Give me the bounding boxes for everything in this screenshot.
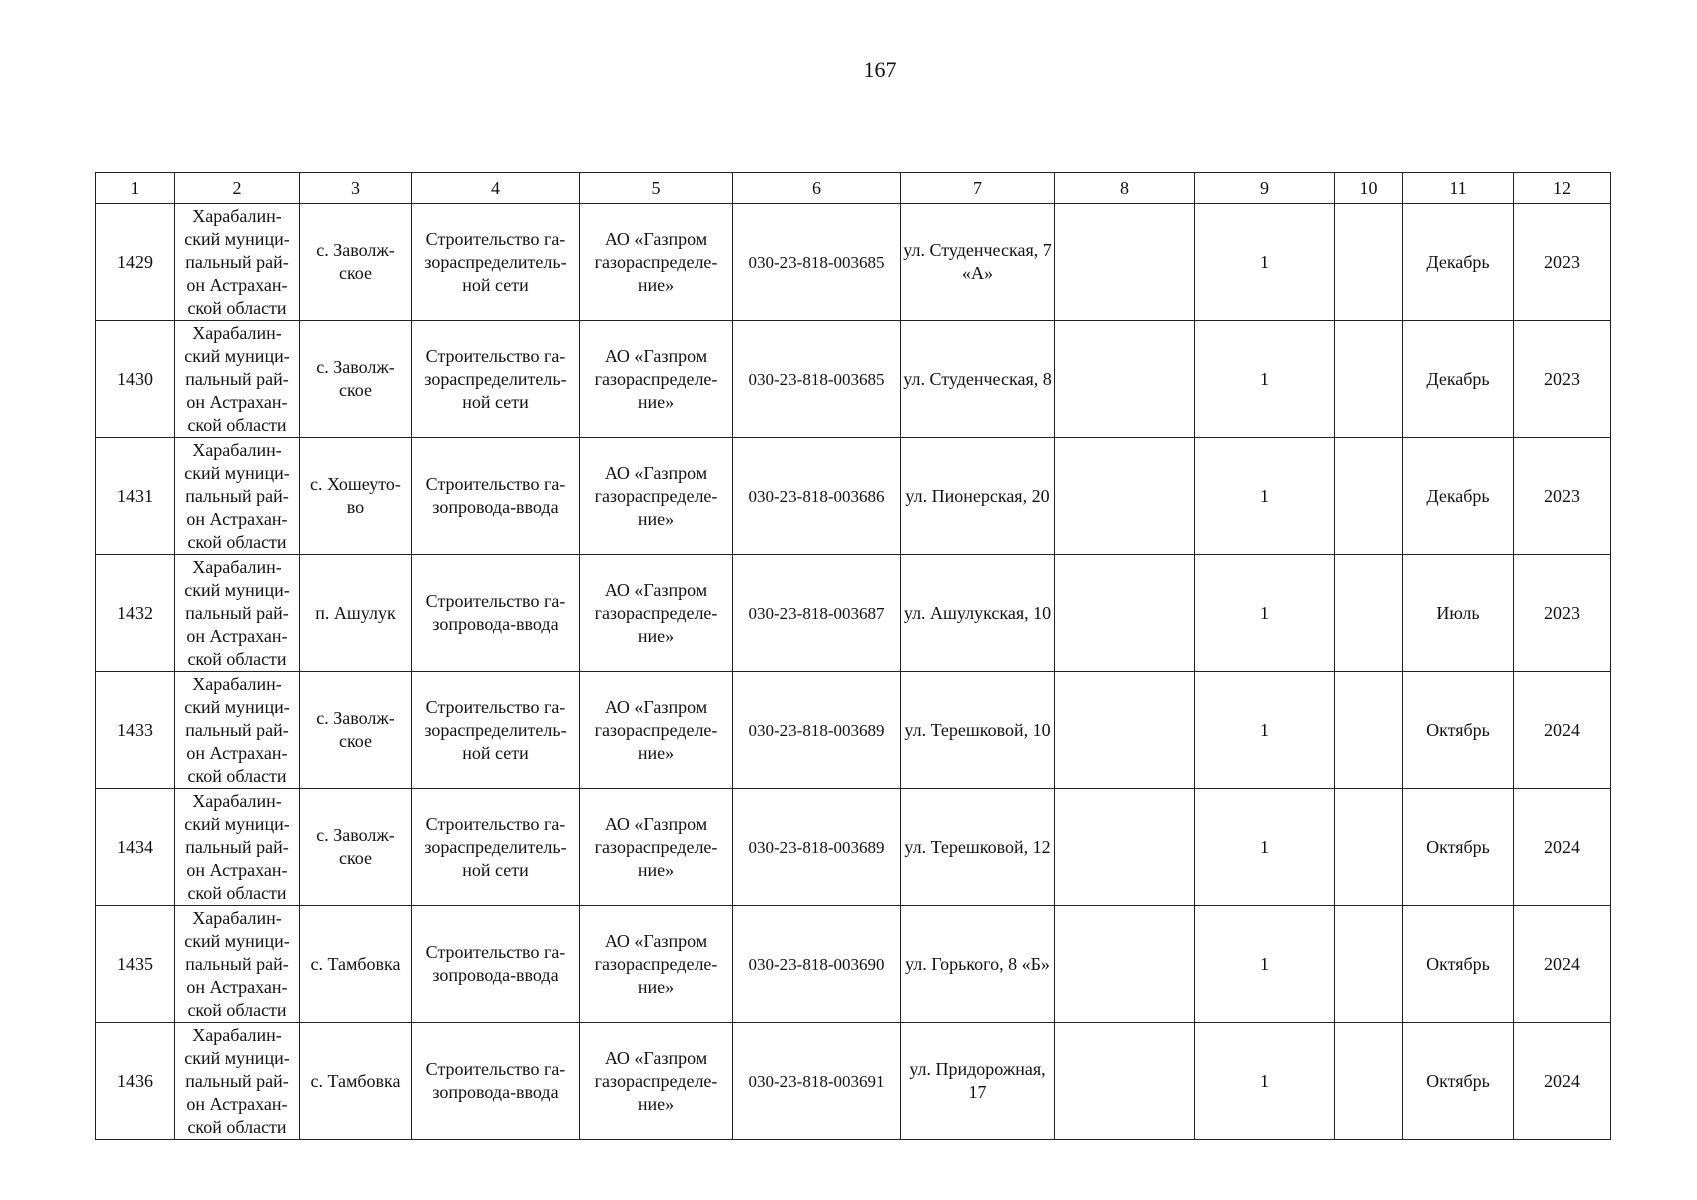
address-cell: ул. Горького, 8 «Б» [901,906,1055,1023]
year-cell: 2023 [1514,438,1611,555]
column-10-cell [1335,321,1403,438]
settlement-cell: с. Заволж-ское [300,321,412,438]
code-cell: 030-23-818-003685 [733,321,901,438]
address-cell: ул. Терешковой, 10 [901,672,1055,789]
settlement-cell: с. Заволж-ское [300,789,412,906]
column-header: 9 [1195,173,1335,204]
address-cell: ул. Терешковой, 12 [901,789,1055,906]
column-header: 4 [412,173,580,204]
address-cell: ул. Студенческая, 8 [901,321,1055,438]
work-type-cell: Строительство га-зораспределитель-ной сети [412,789,580,906]
district-cell: Харабалин-ский муници-пальный рай-он Астрахан-ской области [175,1023,300,1140]
work-type-cell: Строительство га-зораспределитель-ной сети [412,321,580,438]
organization-cell: АО «Газпром газораспределе-ние» [580,906,733,1023]
column-8-cell [1055,789,1195,906]
organization-cell: АО «Газпром газораспределе-ние» [580,438,733,555]
column-8-cell [1055,555,1195,672]
row-number: 1431 [96,438,175,555]
column-header: 3 [300,173,412,204]
row-number: 1434 [96,789,175,906]
table-row [96,672,1611,789]
year-cell: 2023 [1514,204,1611,321]
column-9-cell: 1 [1195,1023,1335,1140]
settlement-cell: с. Заволж-ское [300,204,412,321]
month-cell: Октябрь [1403,672,1514,789]
address-cell: ул. Придорожная, 17 [901,1023,1055,1140]
column-header: 11 [1403,173,1514,204]
organization-cell: АО «Газпром газораспределе-ние» [580,321,733,438]
district-cell: Харабалин-ский муници-пальный рай-он Астрахан-ской области [175,672,300,789]
district-cell: Харабалин-ский муници-пальный рай-он Астрахан-ской области [175,204,300,321]
column-10-cell [1335,789,1403,906]
district-cell: Харабалин-ский муници-пальный рай-он Астрахан-ской области [175,438,300,555]
column-10-cell [1335,204,1403,321]
code-cell: 030-23-818-003685 [733,204,901,321]
settlement-cell: п. Ашулук [300,555,412,672]
settlement-cell: с. Заволж-ское [300,672,412,789]
column-9-cell: 1 [1195,555,1335,672]
row-number: 1436 [96,1023,175,1140]
row-number: 1432 [96,555,175,672]
work-type-cell: Строительство га-зопровода-ввода [412,906,580,1023]
code-cell: 030-23-818-003690 [733,906,901,1023]
month-cell: Октябрь [1403,906,1514,1023]
year-cell: 2024 [1514,672,1611,789]
work-type-cell: Строительство га-зопровода-ввода [412,438,580,555]
row-number: 1429 [96,204,175,321]
address-cell: ул. Студенческая, 7 «А» [901,204,1055,321]
month-cell: Декабрь [1403,204,1514,321]
work-type-cell: Строительство га-зораспределитель-ной сети [412,204,580,321]
organization-cell: АО «Газпром газораспределе-ние» [580,789,733,906]
column-header: 10 [1335,173,1403,204]
year-cell: 2024 [1514,1023,1611,1140]
organization-cell: АО «Газпром газораспределе-ние» [580,555,733,672]
column-8-cell [1055,906,1195,1023]
column-8-cell [1055,204,1195,321]
column-9-cell: 1 [1195,789,1335,906]
month-cell: Декабрь [1403,321,1514,438]
work-type-cell: Строительство га-зопровода-ввода [412,1023,580,1140]
table-row [96,438,1611,555]
column-header: 2 [175,173,300,204]
year-cell: 2024 [1514,789,1611,906]
column-8-cell [1055,1023,1195,1140]
page-number: 167 [863,57,897,82]
column-9-cell: 1 [1195,906,1335,1023]
table-row [96,1023,1611,1140]
month-cell: Декабрь [1403,438,1514,555]
organization-cell: АО «Газпром газораспределе-ние» [580,1023,733,1140]
month-cell: Июль [1403,555,1514,672]
district-cell: Харабалин-ский муници-пальный рай-он Астрахан-ской области [175,321,300,438]
column-9-cell: 1 [1195,204,1335,321]
code-cell: 030-23-818-003689 [733,672,901,789]
settlement-cell: с. Тамбовка [300,906,412,1023]
month-cell: Октябрь [1403,1023,1514,1140]
code-cell: 030-23-818-003691 [733,1023,901,1140]
code-cell: 030-23-818-003686 [733,438,901,555]
column-9-cell: 1 [1195,321,1335,438]
column-header: 8 [1055,173,1195,204]
column-8-cell [1055,321,1195,438]
year-cell: 2023 [1514,555,1611,672]
month-cell: Октябрь [1403,789,1514,906]
address-cell: ул. Ашулукская, 10 [901,555,1055,672]
row-number: 1430 [96,321,175,438]
address-cell: ул. Пионерская, 20 [901,438,1055,555]
row-number: 1433 [96,672,175,789]
column-10-cell [1335,906,1403,1023]
column-10-cell [1335,438,1403,555]
settlement-cell: с. Тамбовка [300,1023,412,1140]
table-row [96,204,1611,321]
organization-cell: АО «Газпром газораспределе-ние» [580,204,733,321]
column-10-cell [1335,1023,1403,1140]
column-header: 1 [96,173,175,204]
district-cell: Харабалин-ский муници-пальный рай-он Астрахан-ской области [175,789,300,906]
table-row [96,789,1611,906]
work-type-cell: Строительство га-зопровода-ввода [412,555,580,672]
table-row [96,555,1611,672]
column-header: 5 [580,173,733,204]
work-type-cell: Строительство га-зораспределитель-ной сети [412,672,580,789]
table-row [96,321,1611,438]
registry-table [95,172,1611,1140]
column-header: 12 [1514,173,1611,204]
organization-cell: АО «Газпром газораспределе-ние» [580,672,733,789]
column-10-cell [1335,555,1403,672]
district-cell: Харабалин-ский муници-пальный рай-он Астрахан-ской области [175,906,300,1023]
settlement-cell: с. Хошеуто-во [300,438,412,555]
column-8-cell [1055,672,1195,789]
year-cell: 2023 [1514,321,1611,438]
code-cell: 030-23-818-003687 [733,555,901,672]
column-9-cell: 1 [1195,672,1335,789]
column-header: 6 [733,173,901,204]
year-cell: 2024 [1514,906,1611,1023]
column-10-cell [1335,672,1403,789]
code-cell: 030-23-818-003689 [733,789,901,906]
table-row [96,906,1611,1023]
row-number: 1435 [96,906,175,1023]
column-9-cell: 1 [1195,438,1335,555]
header-row [96,173,1611,204]
district-cell: Харабалин-ский муници-пальный рай-он Астрахан-ской области [175,555,300,672]
column-header: 7 [901,173,1055,204]
column-8-cell [1055,438,1195,555]
